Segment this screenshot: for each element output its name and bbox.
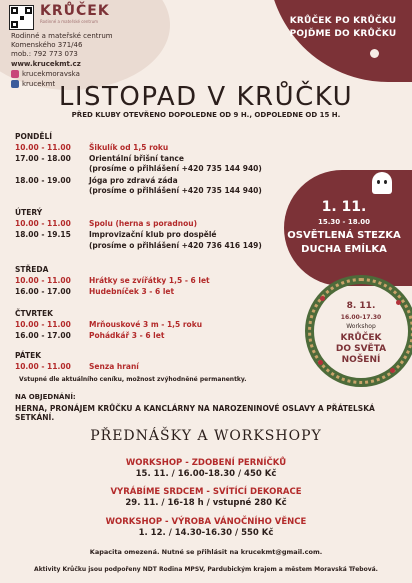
wreath-lights — [308, 278, 412, 384]
schedule-activity: Mrňouskové 3 m - 1,5 roku — [89, 320, 203, 329]
schedule-time: 10.00 - 11.00 — [15, 362, 71, 371]
logo-subtitle: Rodinné a mateřské centrum — [40, 19, 99, 24]
event-ghost-trail-badge — [284, 170, 412, 286]
workshop-info: 1. 12. / 14.30-16.30 / 550 Kč — [138, 528, 274, 538]
schedule-activity: Improvizační klub pro dospělé — [89, 230, 217, 239]
schedule-activity: Hudebníček 3 - 6 let — [89, 287, 175, 296]
berry-icon — [390, 368, 395, 373]
page-subtitle: PŘED KLUBY OTEVŘENO DOPOLEDNE OD 9 H., ODPOLEDNE OD 15 H. — [71, 111, 341, 119]
website-link[interactable]: www.krucekmt.cz — [11, 60, 81, 68]
schedule-note: (prosíme o přihlášení +420 736 416 149) — [89, 241, 262, 250]
schedule-time: 17.00 - 18.00 — [15, 154, 71, 163]
price-footnote: Vstupné dle aktuálního ceníku, možnost zvýhodněné permanentky. — [19, 376, 247, 383]
schedule-time: 16.00 - 17.00 — [15, 331, 71, 340]
facebook-link[interactable]: krucekmt — [22, 80, 56, 88]
schedule-activity: Spolu (herna s poradnou) — [89, 219, 197, 228]
event-title-line-1: OSVĚTLENÁ STEZKA — [287, 230, 401, 241]
schedule-activity: Hrátky se zvířátky 1,5 - 6 let — [89, 276, 210, 285]
order-label: NA OBJEDNÁNÍ: — [15, 393, 76, 401]
workshop-title-line-3: NOŠENÍ — [341, 355, 381, 365]
schedule-time: 16.00 - 17.00 — [15, 287, 71, 296]
schedule-activity: Pohádkář 3 - 6 let — [89, 331, 165, 340]
ghost-icon — [372, 172, 392, 194]
instagram-icon[interactable] — [11, 70, 19, 78]
slogan-line-2: POJĎME DO KRŮČKU — [289, 29, 397, 39]
slogan-line-1: KRŮČEK PO KRŮČKU — [289, 16, 397, 26]
workshops-heading: PŘEDNÁŠKY A WORKSHOPY — [90, 428, 322, 444]
schedule-activity: Šikulík od 1,5 roku — [89, 143, 169, 152]
workshop-title-line-2: DO SVĚTA — [335, 344, 387, 354]
day-heading: ČTVRTEK — [15, 309, 53, 318]
day-heading: STŘEDA — [15, 265, 49, 274]
slogan-banner — [268, 0, 412, 82]
event-date: 1. 11. — [321, 199, 367, 215]
workshop-title: VYRÁBÍME SRDCEM - SVÍTÍCÍ DEKORACE — [110, 487, 302, 497]
schedule-time: 10.00 - 11.00 — [15, 219, 71, 228]
schedule-time: 18.00 - 19.15 — [15, 230, 71, 239]
workshop-date: 8. 11. — [346, 301, 376, 311]
day-heading: PÁTEK — [15, 351, 42, 360]
schedule-time: 18.00 - 19.00 — [15, 176, 71, 185]
schedule-time: 10.00 - 11.00 — [15, 276, 71, 285]
event-title-line-2: DUCHA EMÍLKA — [301, 244, 387, 255]
address: Komenského 371/46 — [11, 41, 83, 49]
support-note: Aktivity Krůčku jsou podpořeny NDT Rodina MPSV, Pardubickým krajem a městem Moravská Třebová. — [34, 566, 378, 573]
schedule-note: (prosíme o přihlášení +420 735 144 940) — [89, 186, 262, 195]
page-title: LISTOPAD V KRŮČKU — [58, 82, 354, 112]
workshop-title: WORKSHOP - VÝROBA VÁNOČNÍHO VĚNCE — [105, 517, 307, 527]
day-heading: ÚTERÝ — [15, 208, 43, 217]
day-heading: PONDĚLÍ — [15, 132, 53, 141]
workshop-title-line-1: KRŮČEK — [340, 333, 382, 343]
schedule-time: 10.00 - 11.00 — [15, 320, 71, 329]
order-text: HERNA, PRONÁJEM KRŮČKU A KANCLÁRNY NA NAROZENINOVÉ OSLAVY A PŘÁTELSKÁ SETKÁNÍ. — [15, 404, 375, 422]
instagram-link[interactable]: krucekmoravska — [22, 70, 80, 78]
logo: KRŮČEK — [40, 3, 110, 19]
workshop-type: Workshop — [346, 323, 376, 330]
schedule-activity: Orientální břišní tance — [89, 154, 184, 163]
schedule-time: 10.00 - 11.00 — [15, 143, 71, 152]
capacity-note: Kapacita omezená. Nutné se přihlásit na krucekmt@gmail.com. — [89, 548, 323, 556]
schedule-activity: Senza hraní — [89, 362, 139, 371]
heart-icon — [370, 49, 379, 58]
org-name: Rodinné a mateřské centrum — [11, 32, 113, 40]
workshop-time: 16.00-17.30 — [340, 314, 382, 321]
workshop-title: WORKSHOP - ZDOBENÍ PERNÍČKŮ — [125, 458, 287, 468]
workshop-info: 29. 11. / 16-18 h / vstupné 280 Kč — [125, 498, 287, 508]
event-time: 15.30 - 18.00 — [317, 218, 371, 226]
schedule-note: (prosíme o přihlášení +420 735 144 940) — [89, 164, 262, 173]
workshop-info: 15. 11. / 16.00-18.30 / 450 Kč — [135, 469, 277, 479]
schedule-activity: Jóga pro zdravá záda — [89, 176, 178, 185]
qr-code-icon[interactable] — [9, 5, 34, 30]
phone: mob.: 792 773 073 — [11, 50, 78, 58]
